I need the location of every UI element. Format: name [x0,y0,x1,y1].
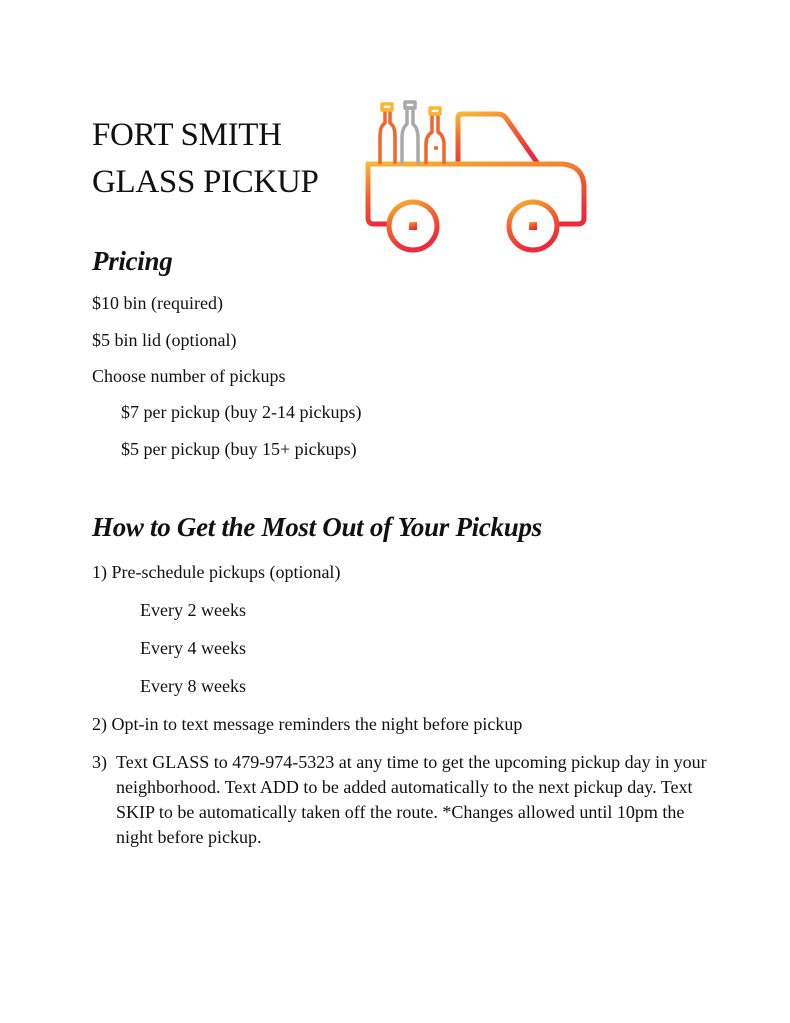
title-line-2: GLASS PICKUP [92,164,319,200]
tip-2: 2) Opt-in to text message reminders the night before pickup [92,714,523,734]
tip-1: 1) Pre-schedule pickups (optional) [92,562,341,582]
pricing-item-bin: $10 bin (required) [92,293,223,313]
tips-heading: How to Get the Most Out of Your Pickups [92,512,542,542]
title-line-1: FORT SMITH [92,117,282,153]
schedule-option-8-weeks: Every 8 weeks [140,676,246,696]
schedule-option-2-weeks: Every 2 weeks [140,600,246,620]
pricing-subitem-5: $5 per pickup (buy 15+ pickups) [121,439,357,459]
pricing-item-choose: Choose number of pickups [92,366,286,386]
pricing-subitem-7: $7 per pickup (buy 2-14 pickups) [121,402,362,422]
tip-3-text: Text GLASS to 479-974-5323 at any time to get the upcoming pickup day in your neighborhood. Text ADD to be added automatically to the next pickup day. Text SKIP to be automatically taken off the route. *Changes allowed until 10pm the night before pickup. [116,752,707,847]
tip-3 [92,750,712,850]
schedule-option-4-weeks: Every 4 weeks [140,638,246,658]
truck-with-glass-bottles-icon [358,96,590,258]
page-title [92,112,319,206]
pricing-item-lid: $5 bin lid (optional) [92,330,237,350]
pricing-heading: Pricing [92,246,173,276]
tip-3-number: 3) [92,752,107,772]
